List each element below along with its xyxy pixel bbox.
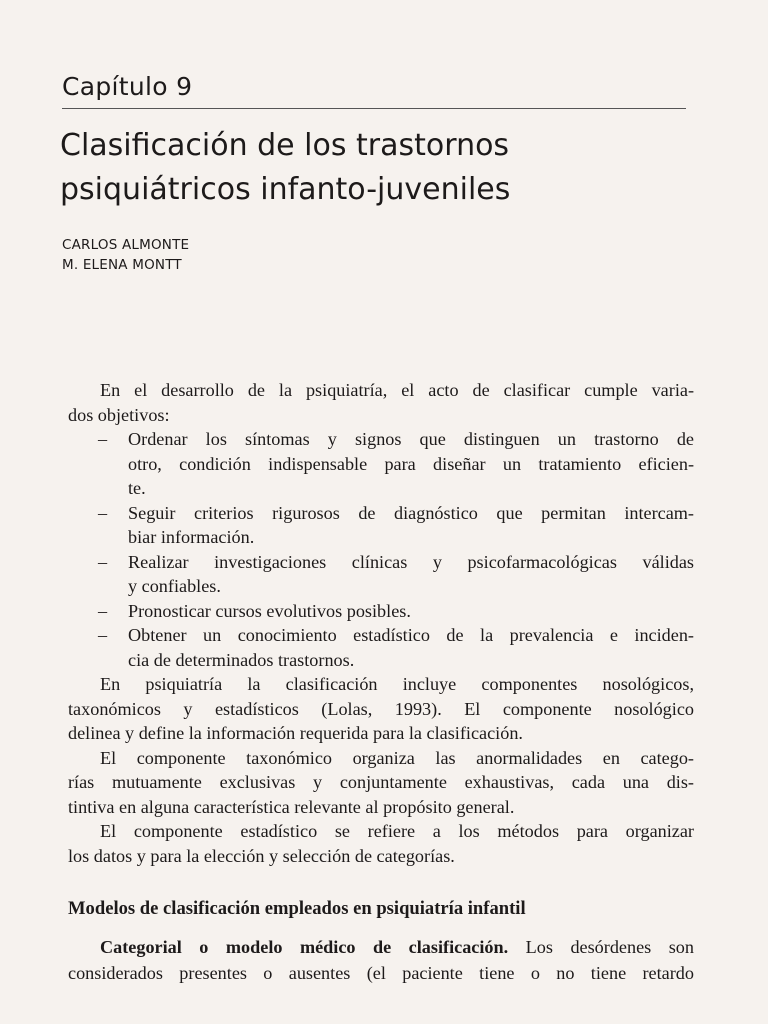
bullet-item: [68, 550, 694, 575]
header-rule: [62, 108, 686, 109]
bullet-continuation: cia de determinados trastornos.: [128, 649, 355, 670]
bullet-text: Ordenar los síntomas y signos que distinguen un trastorno de: [128, 429, 694, 449]
bullet-text: Pronosticar cursos evolutivos posibles.: [128, 600, 411, 621]
chapter-title: [60, 124, 700, 212]
bullet-item: [68, 623, 694, 648]
lead-rest: Los desórdenes son: [508, 937, 694, 957]
bullet-dash: –: [98, 600, 108, 621]
chapter-label: Capítulo 9: [62, 72, 193, 101]
text-line: El componente taxonómico organiza las anormalidades en catego-: [100, 747, 694, 768]
bullet-item: [68, 427, 694, 452]
text-line: considerados presentes o ausentes (el paciente tiene o no tiene retardo: [68, 963, 694, 983]
section-paragraph: [68, 934, 694, 986]
body-text: [68, 378, 694, 868]
bullet-dash: –: [98, 429, 108, 449]
bullet-continuation: otro, condición indispensable para diseñar un tratamiento eficien-: [128, 453, 694, 474]
bullet-continuation: te.: [128, 478, 146, 498]
bullet-text: Realizar investigaciones clínicas y psicofarmacológicas válidas: [128, 551, 694, 572]
bullet-item: [68, 599, 694, 624]
bullet-item: [68, 501, 694, 526]
author-list: [62, 235, 189, 275]
bullet-continuation: biar información.: [128, 527, 255, 547]
text-line: delinea y define la información requerida para la clasificación.: [68, 723, 523, 743]
text-line: tintiva en alguna característica relevante al propósito general.: [68, 796, 515, 817]
text-line: El componente estadístico se refiere a los métodos para organizar: [100, 821, 694, 841]
text-line: En psiquiatría la clasificación incluye componentes nosológicos,: [100, 674, 694, 694]
chapter-title-line: psiquiátricos infanto-juveniles: [60, 172, 511, 207]
bullet-text: Seguir criterios rigurosos de diagnóstico que permitan intercam-: [128, 502, 694, 523]
author-name: M. ELENA MONTT: [62, 257, 182, 273]
bullet-text: Obtener un conocimiento estadístico de la prevalencia e inciden-: [128, 625, 694, 645]
section-heading: Modelos de clasificación empleados en psiquiatría infantil: [68, 898, 526, 919]
text-line: dos objetivos:: [68, 404, 170, 425]
author-name: CARLOS ALMONTE: [62, 237, 190, 253]
text-line: rías mutuamente exclusivas y conjuntamente exhaustivas, cada una dis-: [68, 772, 694, 792]
bullet-dash: –: [98, 625, 108, 645]
bold-lead: Categorial o modelo médico de clasificación.: [100, 937, 509, 957]
chapter-title-line: Clasificación de los trastornos: [60, 128, 510, 163]
bullet-dash: –: [98, 502, 108, 523]
bullet-continuation: y confiables.: [128, 576, 221, 596]
text-line: taxonómicos y estadísticos (Lolas, 1993). El componente nosológico: [68, 698, 694, 719]
text-line: En el desarrollo de la psiquiatría, el acto de clasificar cumple varia-: [100, 380, 694, 400]
text-line: [68, 934, 694, 960]
bullet-dash: –: [98, 551, 108, 572]
text-line: los datos y para la elección y selección de categorías.: [68, 845, 455, 866]
